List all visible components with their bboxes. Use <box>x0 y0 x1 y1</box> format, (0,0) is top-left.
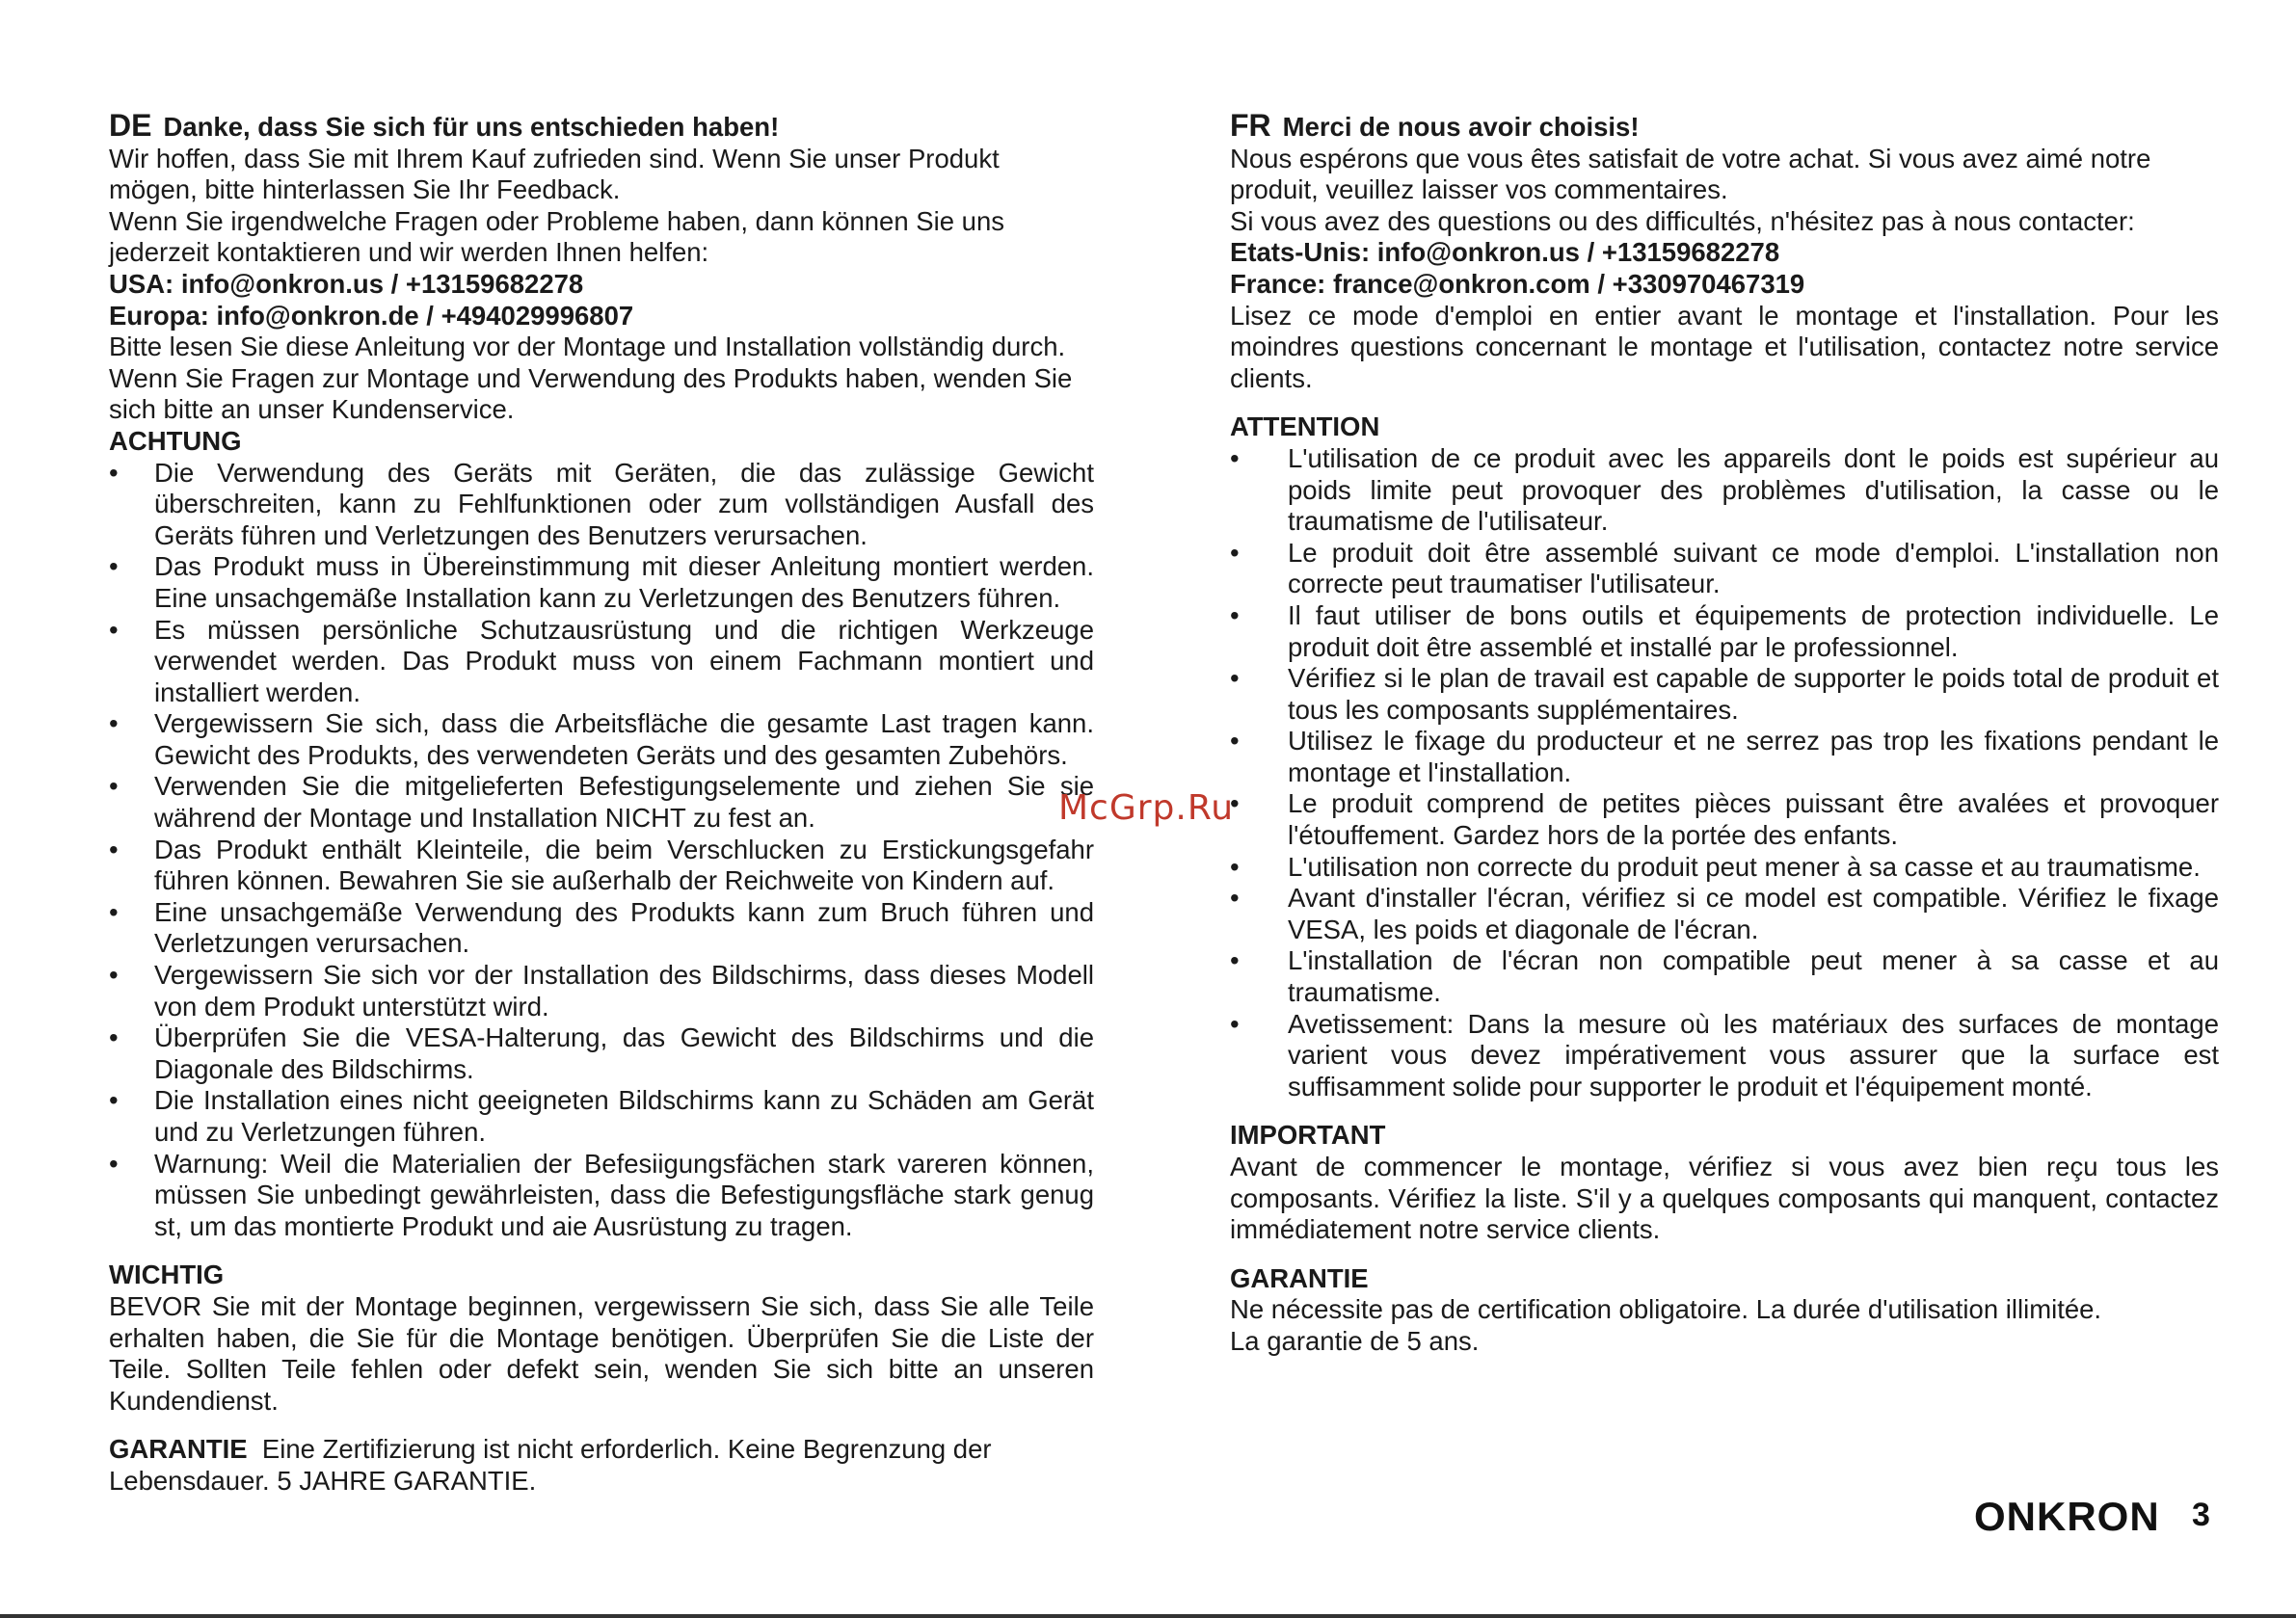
page-number: 3 <box>2192 1497 2210 1533</box>
de-guarantee-heading: GARANTIE <box>109 1434 248 1465</box>
de-important-heading: WICHTIG <box>109 1260 225 1290</box>
fr-guarantee-line-2: La garantie de 5 ans. <box>1230 1325 1480 1356</box>
fr-important-text: Avant de commencer le montage, vérifiez si vous avez bien reçu tous les composants. Vérifiez la liste. S'il y a quelques composants qui manquent, contactez immédiatement notre service clients. <box>1230 1152 2219 1245</box>
fr-language-code: FR <box>1230 108 1271 143</box>
list-item: • Es müssen persönliche Schutzausrüstung und die richtigen Werkzeuge verwendet werden. Das Produkt muss von einem Fachmann montiert und installiert werden. <box>109 615 1094 709</box>
list-item: • L'utilisation non correcte du produit peut mener à sa casse et au traumatisme. <box>1230 852 2219 884</box>
fr-contact-france: France: france@onkron.com / +330970467319 <box>1230 268 1805 299</box>
fr-intro-3: Lisez ce mode d'emploi en entier avant le montage et l'installation. Pour les moindres questions concernant le montage et l'utilisation, contactez notre service clients. <box>1230 300 2219 393</box>
de-guarantee-text: Eine Zertifizierung ist nicht erforderlich. Keine Begrenzung der Lebensdauer. 5 JAHRE GARANTIE. <box>109 1434 992 1496</box>
list-item: • L'utilisation de ce produit avec les appareils dont le poids est supérieur au poids limite peut provoquer des problèmes d'utilisation, la casse ou le traumatisme de l'utilisateur. <box>1230 443 2219 538</box>
list-item: • Avetissement: Dans la mesure où les matériaux des surfaces de montage varient vous devez impérativement vous assurer que la surface est suffisamment solide pour supporter le produit et l'équipement monté. <box>1230 1009 2219 1103</box>
fr-warning-list <box>1230 443 2219 1102</box>
de-warning-list <box>109 458 1094 1243</box>
de-important-text: BEVOR Sie mit der Montage beginnen, vergewissern Sie sich, dass Sie alle Teile erhalten haben, die Sie für die Montage benötigen. Überprüfen Sie die Liste der Teile. Sollten Teile fehlen oder defekt sein, wenden Sie sich bitte an unseren Kundendienst. <box>109 1290 1094 1416</box>
list-item: • Le produit doit être assemblé suivant ce mode d'emploi. L'installation non correcte peut traumatiser l'utilisateur. <box>1230 538 2219 600</box>
de-intro-1: Wir hoffen, dass Sie mit Ihrem Kauf zufrieden sind. Wenn Sie unser Produkt mögen, bitte hinterlassen Sie Ihr Feedback. <box>109 143 1000 205</box>
list-item: • Die Installation eines nicht geeigneten Bildschirms kann zu Schäden am Gerät und zu Verletzungen führen. <box>109 1085 1094 1148</box>
fr-heading <box>1230 110 2219 144</box>
list-item: • L'installation de l'écran non compatible peut mener à sa casse et au traumatisme. <box>1230 945 2219 1008</box>
de-guarantee <box>109 1434 1094 1497</box>
fr-title: Merci de nous avoir choisis! <box>1282 112 1640 142</box>
list-item: • Utilisez le fixage du producteur et ne serrez pas trop les fixations pendant le montage et l'installation. <box>1230 726 2219 788</box>
fr-contact-usa: Etats-Unis: info@onkron.us / +13159682278 <box>1230 237 1780 268</box>
list-item: • Das Produkt enthält Kleinteile, die beim Verschlucken zu Erstickungsgefahr führen können. Bewahren Sie sie außerhalb der Reichweite von Kindern auf. <box>109 835 1094 897</box>
fr-important-heading: IMPORTANT <box>1230 1120 1386 1151</box>
list-item: • Vergewissern Sie sich vor der Installation des Bildschirms, dass dieses Modell von dem Produkt unterstützt wird. <box>109 960 1094 1022</box>
de-language-code: DE <box>109 108 152 143</box>
list-item: • Das Produkt muss in Übereinstimmung mit dieser Anleitung montiert werden. Eine unsachgemäße Installation kann zu Verletzungen des Benutzers führen. <box>109 551 1094 614</box>
de-title: Danke, dass Sie sich für uns entschieden haben! <box>163 112 780 142</box>
fr-intro-1: Nous espérons que vous êtes satisfait de votre achat. Si vous avez aimé notre produit, veuillez laisser vos commentaires. <box>1230 143 2151 205</box>
de-contact-usa: USA: info@onkron.us / +13159682278 <box>109 268 584 299</box>
de-contact-europe: Europa: info@onkron.de / +494029996807 <box>109 300 634 331</box>
de-warning-heading: ACHTUNG <box>109 425 242 456</box>
de-heading <box>109 110 1094 144</box>
fr-warning-heading: ATTENTION <box>1230 411 1380 442</box>
list-item: • Eine unsachgemäße Verwendung des Produkts kann zum Bruch führen und Verletzungen verursachen. <box>109 897 1094 960</box>
watermark: McGrp.Ru <box>1058 788 1235 828</box>
fr-guarantee-line-1: Ne nécessite pas de certification obligatoire. La durée d'utilisation illimitée. <box>1230 1294 2102 1325</box>
de-intro-2: Wenn Sie irgendwelche Fragen oder Probleme haben, dann können Sie uns jederzeit kontaktieren und wir werden Ihnen helfen: <box>109 205 1004 268</box>
list-item: • Vérifiez si le plan de travail est capable de supporter le poids total de produit et tous les composants supplémentaires. <box>1230 663 2219 726</box>
de-intro-3: Bitte lesen Sie diese Anleitung vor der Montage und Installation vollständig durch. Wenn Sie Fragen zur Montage und Verwendung des Produkts haben, wenden Sie sich bitte an unser Kundenservice. <box>109 332 1073 425</box>
list-item: • Avant d'installer l'écran, vérifiez si ce model est compatible. Vérifiez le fixage VESA, les poids et diagonale de l'écran. <box>1230 883 2219 945</box>
list-item: • Warnung: Weil die Materialien der Befesiigungsfächen stark vareren können, müssen Sie unbedingt gewährleisten, dass die Befestigungsfläche stark genug st, um das montierte Produkt und aie Ausrüstung zu tragen. <box>109 1149 1094 1243</box>
list-item: • Le produit comprend de petites pièces puissant être avalées et provoquer l'étouffement. Gardez hors de la portée des enfants. <box>1230 788 2219 851</box>
bottom-divider <box>0 1614 2296 1618</box>
fr-intro-2: Si vous avez des questions ou des difficultés, n'hésitez pas à nous contacter: <box>1230 205 2135 236</box>
list-item: • Il faut utiliser de bons outils et équipements de protection individuelle. Le produit doit être assemblé et installé par le professionnel. <box>1230 600 2219 663</box>
spacer <box>109 1417 1094 1434</box>
brand-logo: ONKRON <box>1974 1494 2160 1539</box>
fr-guarantee-heading: GARANTIE <box>1230 1262 1369 1293</box>
list-item: • Überprüfen Sie die VESA-Halterung, das Gewicht des Bildschirms und die Diagonale des Bildschirms. <box>109 1022 1094 1085</box>
french-column <box>1230 110 2219 1358</box>
list-item: • Verwenden Sie die mitgelieferten Befestigungselemente und ziehen Sie sie während der Montage und Installation NICHT zu fest an. <box>109 771 1094 834</box>
german-column <box>109 110 1094 1498</box>
list-item: • Vergewissern Sie sich, dass die Arbeitsfläche die gesamte Last tragen kann. Gewicht des Produkts, des verwendeten Geräts und des gesamten Zubehörs. <box>109 708 1094 771</box>
list-item: • Die Verwendung des Geräts mit Geräten, die das zulässige Gewicht überschreiten, kann zu Fehlfunktionen oder zum vollständigen Ausfall des Geräts führen und Verletzungen des Benutzers verursachen. <box>109 458 1094 552</box>
